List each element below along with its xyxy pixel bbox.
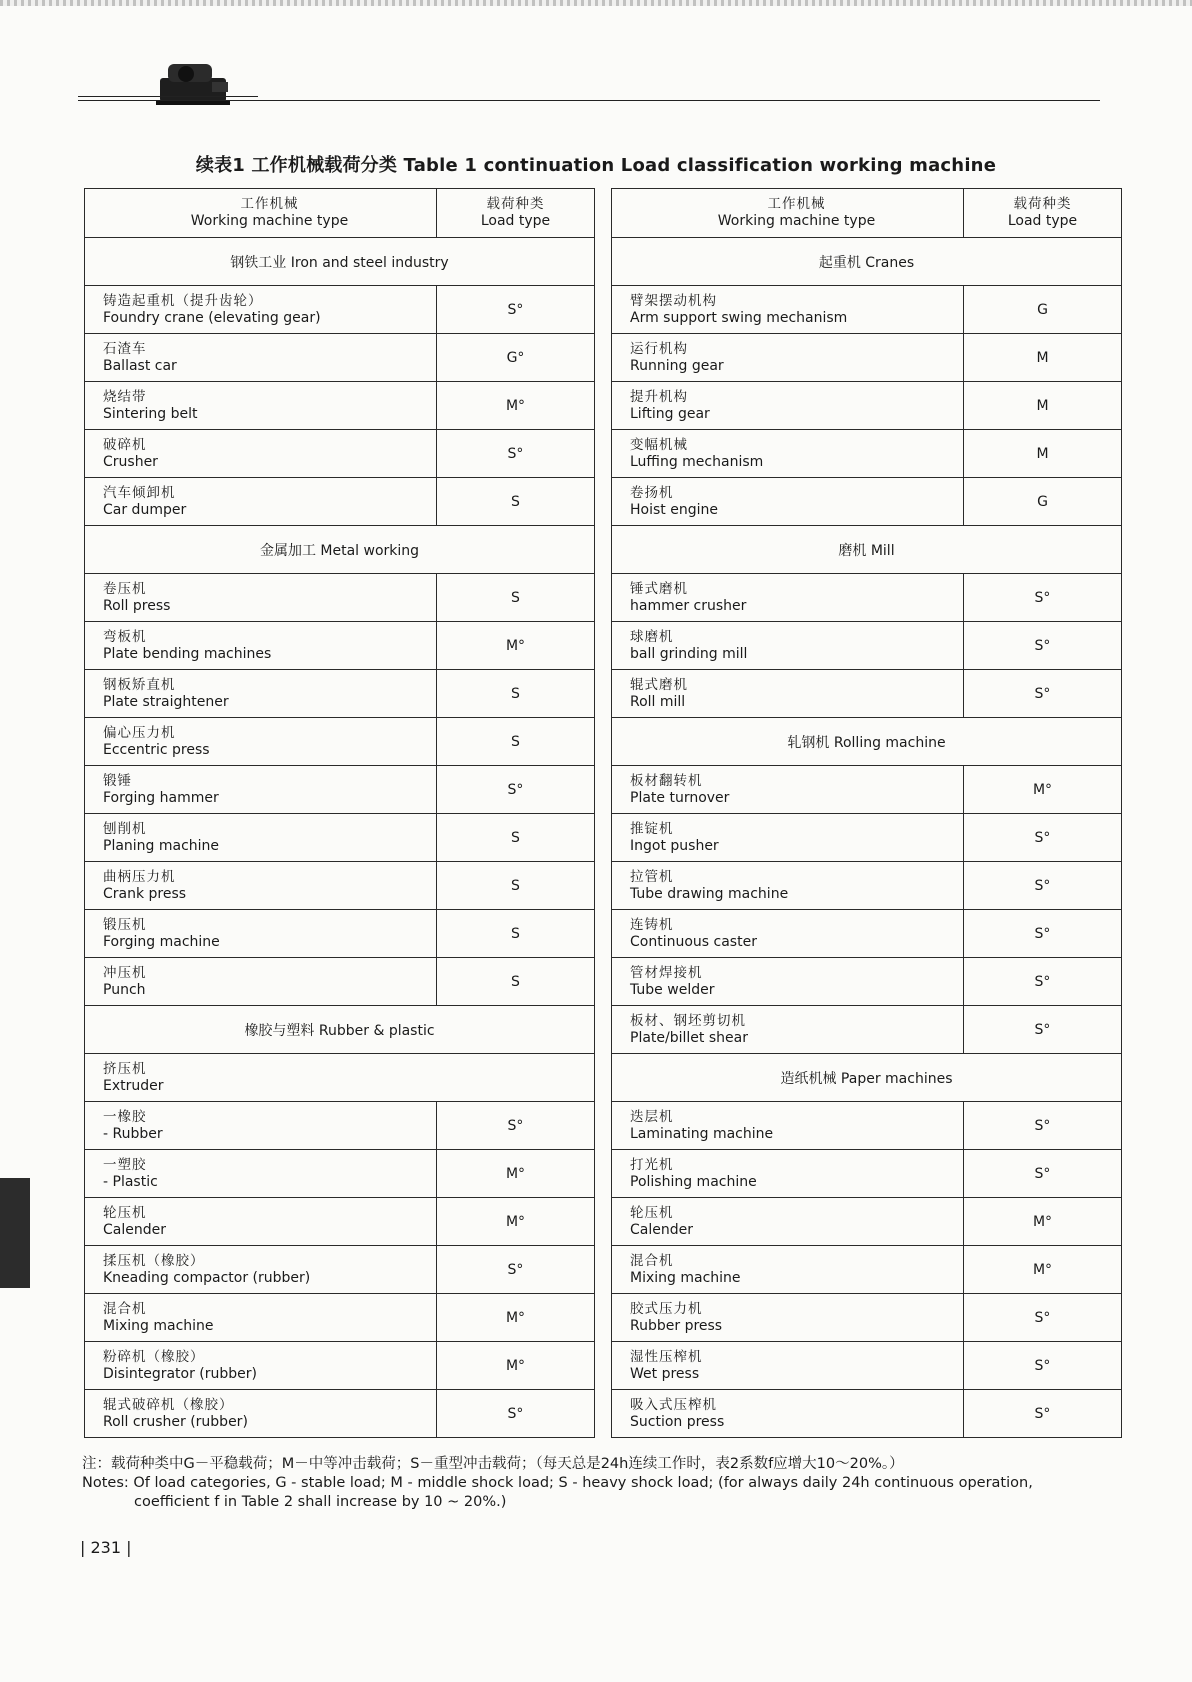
load-type-cell: M xyxy=(964,382,1122,430)
load-type-cell: S xyxy=(437,814,595,862)
machine-name-en: hammer crusher xyxy=(630,597,747,614)
left-load-table xyxy=(84,188,595,1438)
machine-name-zh: 胶式压力机 xyxy=(630,1300,703,1317)
machine-name-zh: 铸造起重机（提升齿轮） xyxy=(103,292,263,309)
load-type-cell: S° xyxy=(964,622,1122,670)
machine-name-zh: 锤式磨机 xyxy=(630,580,688,597)
table-row xyxy=(85,1054,595,1102)
table-row xyxy=(85,430,595,478)
machine-cell xyxy=(85,1054,595,1102)
load-type-cell: M° xyxy=(437,1342,595,1390)
machine-name-zh: 板材翻转机 xyxy=(630,772,703,789)
load-type-cell: S xyxy=(437,862,595,910)
scan-edge xyxy=(0,0,1192,6)
load-type-cell: S° xyxy=(964,862,1122,910)
machine-cell xyxy=(85,478,437,526)
machine-cell xyxy=(85,862,437,910)
machine-name-zh: 吸入式压榨机 xyxy=(630,1396,717,1413)
machine-name-zh: 球磨机 xyxy=(630,628,674,645)
table-row xyxy=(85,574,595,622)
machine-name-zh: 挤压机 xyxy=(103,1060,147,1077)
machine-cell xyxy=(85,958,437,1006)
table-row xyxy=(85,1246,595,1294)
machine-name-zh: 曲柄压力机 xyxy=(103,868,176,885)
load-type-cell: S° xyxy=(964,1006,1122,1054)
load-type-header xyxy=(964,189,1122,238)
machine-name-en: Calender xyxy=(103,1221,166,1238)
table-row xyxy=(612,574,1122,622)
machine-cell xyxy=(612,382,964,430)
table-row xyxy=(612,910,1122,958)
machine-name-zh: 汽车倾卸机 xyxy=(103,484,176,501)
load-type-cell: S° xyxy=(964,1342,1122,1390)
load-type-cell: S° xyxy=(964,1150,1122,1198)
machine-name-zh: 辊式破碎机（橡胶） xyxy=(103,1396,234,1413)
machine-name-en: Planing machine xyxy=(103,837,220,854)
header-machine-en: Working machine type xyxy=(717,213,876,229)
machine-cell xyxy=(85,1150,437,1198)
machine-name-zh: 刨削机 xyxy=(103,820,147,837)
header-load-zh: 载荷种类 xyxy=(486,196,545,212)
machine-name-zh: 一塑胶 xyxy=(103,1156,147,1173)
table-row xyxy=(85,478,595,526)
page-number: | 231 | xyxy=(80,1538,132,1557)
table-row xyxy=(612,766,1122,814)
table-row xyxy=(85,910,595,958)
category-row xyxy=(85,1006,595,1054)
machine-name-zh: 臂架摆动机构 xyxy=(630,292,717,309)
load-type-cell: G° xyxy=(437,334,595,382)
category-row xyxy=(85,238,595,286)
table-row xyxy=(612,1150,1122,1198)
machine-name-zh: 卷压机 xyxy=(103,580,147,597)
notes-en-line1: Notes: Of load categories, G - stable load; M - middle shock load; S - heavy shock load; (for always daily 24h continuous operation, xyxy=(82,1475,1033,1491)
table-row xyxy=(85,814,595,862)
table-row xyxy=(85,334,595,382)
table-row xyxy=(85,286,595,334)
load-type-cell: S° xyxy=(437,286,595,334)
machine-name-en: - Plastic xyxy=(103,1173,158,1190)
load-type-cell: M° xyxy=(437,382,595,430)
machine-name-en: Continuous caster xyxy=(630,933,757,950)
load-type-cell: S xyxy=(437,478,595,526)
category-row xyxy=(612,238,1122,286)
machine-cell xyxy=(612,334,964,382)
load-type-cell: G xyxy=(964,478,1122,526)
header-rule-short xyxy=(78,96,258,97)
load-type-cell: M° xyxy=(964,1246,1122,1294)
machine-cell xyxy=(85,766,437,814)
machine-name-en: Ingot pusher xyxy=(630,837,719,854)
machine-name-zh: 轮压机 xyxy=(630,1204,674,1221)
load-type-cell: S° xyxy=(437,766,595,814)
machine-cell xyxy=(85,1294,437,1342)
machine-name-en: Eccentric press xyxy=(103,741,210,758)
machine-name-en: Polishing machine xyxy=(630,1173,757,1190)
table-row xyxy=(612,334,1122,382)
machine-cell xyxy=(612,1342,964,1390)
notes-zh: 注：载荷种类中G－平稳载荷；M－中等冲击载荷；S－重型冲击载荷；（每天总是24h连续工作时，表2系数f应增大10～20%。） xyxy=(82,1456,904,1472)
machine-name-zh: 湿性压榨机 xyxy=(630,1348,703,1365)
machine-name-en: Crusher xyxy=(103,453,158,470)
machine-name-en: Mixing machine xyxy=(630,1269,741,1286)
load-type-cell: S° xyxy=(964,1294,1122,1342)
machine-name-en: Mixing machine xyxy=(103,1317,214,1334)
machine-name-zh: 提升机构 xyxy=(630,388,688,405)
load-type-cell: S° xyxy=(437,1246,595,1294)
category-row xyxy=(612,526,1122,574)
machine-cell xyxy=(85,286,437,334)
machine-name-zh: 冲压机 xyxy=(103,964,147,981)
machine-name-zh: 管材焊接机 xyxy=(630,964,703,981)
machine-name-zh: 卷扬机 xyxy=(630,484,674,501)
category-label: 造纸机械 Paper machines xyxy=(612,1054,1122,1102)
machine-name-zh: 辊式磨机 xyxy=(630,676,688,693)
header-machine-zh: 工作机械 xyxy=(240,196,299,212)
load-type-cell: S xyxy=(437,718,595,766)
machine-name-zh: 破碎机 xyxy=(103,436,147,453)
machine-cell xyxy=(612,958,964,1006)
machine-name-en: Tube welder xyxy=(630,981,715,998)
machine-name-zh: 弯板机 xyxy=(103,628,147,645)
table-row xyxy=(85,1150,595,1198)
machine-name-en: Roll press xyxy=(103,597,171,614)
header-machine-en: Working machine type xyxy=(190,213,349,229)
machine-name-en: Calender xyxy=(630,1221,693,1238)
machine-name-en: Foundry crane (elevating gear) xyxy=(103,309,321,326)
gearbox-logo-icon xyxy=(156,56,230,106)
load-type-cell: S° xyxy=(437,1102,595,1150)
machine-name-zh: 运行机构 xyxy=(630,340,688,357)
machine-cell xyxy=(85,670,437,718)
machine-cell xyxy=(612,1390,964,1438)
load-type-cell: M° xyxy=(437,1198,595,1246)
machine-cell xyxy=(85,1342,437,1390)
table-row xyxy=(612,670,1122,718)
header-load-en: Load type xyxy=(480,213,551,229)
table-row xyxy=(85,1198,595,1246)
machine-name-en: Punch xyxy=(103,981,146,998)
machine-name-zh: 石渣车 xyxy=(103,340,147,357)
table-row xyxy=(85,766,595,814)
machine-type-header xyxy=(612,189,964,238)
table-row xyxy=(612,382,1122,430)
machine-name-en: Running gear xyxy=(630,357,724,374)
table-row xyxy=(85,1342,595,1390)
machine-cell xyxy=(85,622,437,670)
table-row xyxy=(612,430,1122,478)
table-row xyxy=(85,382,595,430)
machine-name-zh: 拉管机 xyxy=(630,868,674,885)
machine-cell xyxy=(85,1198,437,1246)
load-type-cell: S° xyxy=(437,1390,595,1438)
machine-cell xyxy=(612,862,964,910)
machine-cell xyxy=(85,430,437,478)
category-label: 磨机 Mill xyxy=(612,526,1122,574)
page-title: 续表1 工作机械载荷分类 Table 1 continuation Load classification working machine xyxy=(195,155,997,176)
category-label: 起重机 Cranes xyxy=(612,238,1122,286)
category-label: 金属加工 Metal working xyxy=(85,526,595,574)
machine-cell xyxy=(612,814,964,862)
machine-name-zh: 轮压机 xyxy=(103,1204,147,1221)
machine-cell xyxy=(612,622,964,670)
notes-en-line2: coefficient f in Table 2 shall increase by 10 ~ 20%.) xyxy=(134,1494,507,1510)
machine-cell xyxy=(612,1102,964,1150)
machine-name-en: Plate/billet shear xyxy=(630,1029,748,1046)
load-type-cell: M° xyxy=(964,1198,1122,1246)
header-rule xyxy=(78,100,1100,101)
category-label: 橡胶与塑料 Rubber & plastic xyxy=(85,1006,595,1054)
header-machine-zh: 工作机械 xyxy=(767,196,826,212)
header-load-en: Load type xyxy=(1007,213,1078,229)
machine-name-zh: 板材、钢坯剪切机 xyxy=(630,1012,746,1029)
right-load-table xyxy=(611,188,1122,1438)
machine-name-en: Roll mill xyxy=(630,693,686,710)
machine-name-en: Tube drawing machine xyxy=(630,885,789,902)
notes xyxy=(82,1455,1122,1512)
machine-name-en: Forging machine xyxy=(103,933,220,950)
machine-cell xyxy=(612,574,964,622)
table-row xyxy=(612,958,1122,1006)
machine-cell xyxy=(612,286,964,334)
machine-name-en: Luffing mechanism xyxy=(630,453,764,470)
table-row xyxy=(612,1294,1122,1342)
table-row xyxy=(85,1102,595,1150)
machine-cell xyxy=(612,1294,964,1342)
machine-cell xyxy=(85,574,437,622)
machine-name-en: Extruder xyxy=(103,1077,164,1094)
category-label: 钢铁工业 Iron and steel industry xyxy=(85,238,595,286)
load-type-cell: S° xyxy=(964,670,1122,718)
machine-cell xyxy=(85,382,437,430)
machine-cell xyxy=(85,334,437,382)
load-type-cell: S° xyxy=(964,574,1122,622)
machine-cell xyxy=(612,910,964,958)
machine-name-en: Arm support swing mechanism xyxy=(630,309,848,326)
machine-name-en: Roll crusher (rubber) xyxy=(103,1413,248,1430)
machine-cell xyxy=(612,1246,964,1294)
table-row xyxy=(612,1342,1122,1390)
machine-cell xyxy=(85,718,437,766)
table-row xyxy=(85,1390,595,1438)
machine-cell xyxy=(85,1246,437,1294)
table-row xyxy=(612,478,1122,526)
machine-name-zh: 锻压机 xyxy=(103,916,147,933)
machine-name-en: Suction press xyxy=(630,1413,725,1430)
table-row xyxy=(612,814,1122,862)
load-type-cell: S° xyxy=(964,814,1122,862)
machine-cell xyxy=(85,910,437,958)
machine-name-zh: 钢板矫直机 xyxy=(103,676,176,693)
machine-cell xyxy=(612,1006,964,1054)
machine-name-en: Crank press xyxy=(103,885,187,902)
machine-name-en: Plate straightener xyxy=(103,693,229,710)
table-row xyxy=(612,1102,1122,1150)
category-row xyxy=(612,718,1122,766)
machine-name-zh: 迭层机 xyxy=(630,1108,674,1125)
machine-name-zh: 变幅机械 xyxy=(630,436,688,453)
table-row xyxy=(85,718,595,766)
machine-name-en: Disintegrator (rubber) xyxy=(103,1365,258,1382)
table-row xyxy=(85,862,595,910)
machine-name-en: Ballast car xyxy=(103,357,177,374)
load-type-cell: M° xyxy=(964,766,1122,814)
machine-name-en: Sintering belt xyxy=(103,405,198,422)
machine-name-zh: 烧结带 xyxy=(103,388,147,405)
table-row xyxy=(612,622,1122,670)
machine-name-zh: 偏心压力机 xyxy=(103,724,176,741)
category-label: 轧钢机 Rolling machine xyxy=(612,718,1122,766)
table-row xyxy=(612,1246,1122,1294)
machine-name-zh: 推锭机 xyxy=(630,820,674,837)
table-row xyxy=(85,670,595,718)
table-row xyxy=(612,1006,1122,1054)
machine-cell xyxy=(612,1198,964,1246)
machine-cell xyxy=(85,814,437,862)
table-row xyxy=(85,622,595,670)
side-tab xyxy=(0,1178,30,1288)
machine-name-en: Lifting gear xyxy=(630,405,710,422)
category-row xyxy=(85,526,595,574)
machine-name-zh: 混合机 xyxy=(103,1300,147,1317)
machine-name-zh: 锻锤 xyxy=(103,772,132,789)
table-row xyxy=(612,862,1122,910)
load-type-cell: S° xyxy=(964,1390,1122,1438)
machine-cell xyxy=(612,766,964,814)
table-header-row xyxy=(85,189,595,238)
machine-name-en: Car dumper xyxy=(103,501,187,518)
load-type-header xyxy=(437,189,595,238)
load-type-cell: S xyxy=(437,670,595,718)
machine-cell xyxy=(85,1390,437,1438)
load-type-cell: M° xyxy=(437,1294,595,1342)
machine-name-en: Plate bending machines xyxy=(103,645,272,662)
machine-type-header xyxy=(85,189,437,238)
machine-name-zh: 连铸机 xyxy=(630,916,674,933)
machine-name-en: ball grinding mill xyxy=(630,645,748,662)
machine-name-en: Wet press xyxy=(630,1365,700,1382)
machine-name-zh: 打光机 xyxy=(630,1156,674,1173)
machine-name-zh: 混合机 xyxy=(630,1252,674,1269)
load-type-cell: S° xyxy=(964,1102,1122,1150)
machine-cell xyxy=(85,1102,437,1150)
machine-name-en: Laminating machine xyxy=(630,1125,774,1142)
load-type-cell: G xyxy=(964,286,1122,334)
load-type-cell: S xyxy=(437,574,595,622)
machine-name-zh: 粉碎机（橡胶） xyxy=(103,1348,205,1365)
table-row xyxy=(612,1390,1122,1438)
machine-name-zh: 揉压机（橡胶） xyxy=(103,1252,205,1269)
machine-name-zh: 一橡胶 xyxy=(103,1108,147,1125)
machine-name-en: Kneading compactor (rubber) xyxy=(103,1269,311,1286)
machine-name-en: Hoist engine xyxy=(630,501,718,518)
machine-cell xyxy=(612,670,964,718)
machine-cell xyxy=(612,478,964,526)
header-load-zh: 载荷种类 xyxy=(1013,196,1072,212)
machine-name-en: Rubber press xyxy=(630,1317,723,1334)
page-number-value: 231 xyxy=(90,1538,122,1557)
load-type-cell: S° xyxy=(437,430,595,478)
category-row xyxy=(612,1054,1122,1102)
machine-cell xyxy=(612,430,964,478)
machine-name-en: Forging hammer xyxy=(103,789,219,806)
machine-name-en: - Rubber xyxy=(103,1125,163,1142)
table-row xyxy=(612,286,1122,334)
machine-cell xyxy=(612,1150,964,1198)
load-type-cell: S° xyxy=(964,958,1122,1006)
table-header-row xyxy=(612,189,1122,238)
load-type-cell: M° xyxy=(437,622,595,670)
load-type-cell: S xyxy=(437,958,595,1006)
load-type-cell: M xyxy=(964,430,1122,478)
table-row xyxy=(85,1294,595,1342)
machine-name-en: Plate turnover xyxy=(630,789,730,806)
table-row xyxy=(612,1198,1122,1246)
load-type-cell: M xyxy=(964,334,1122,382)
table-row xyxy=(85,958,595,1006)
load-type-cell: S xyxy=(437,910,595,958)
load-type-cell: M° xyxy=(437,1150,595,1198)
load-type-cell: S° xyxy=(964,910,1122,958)
